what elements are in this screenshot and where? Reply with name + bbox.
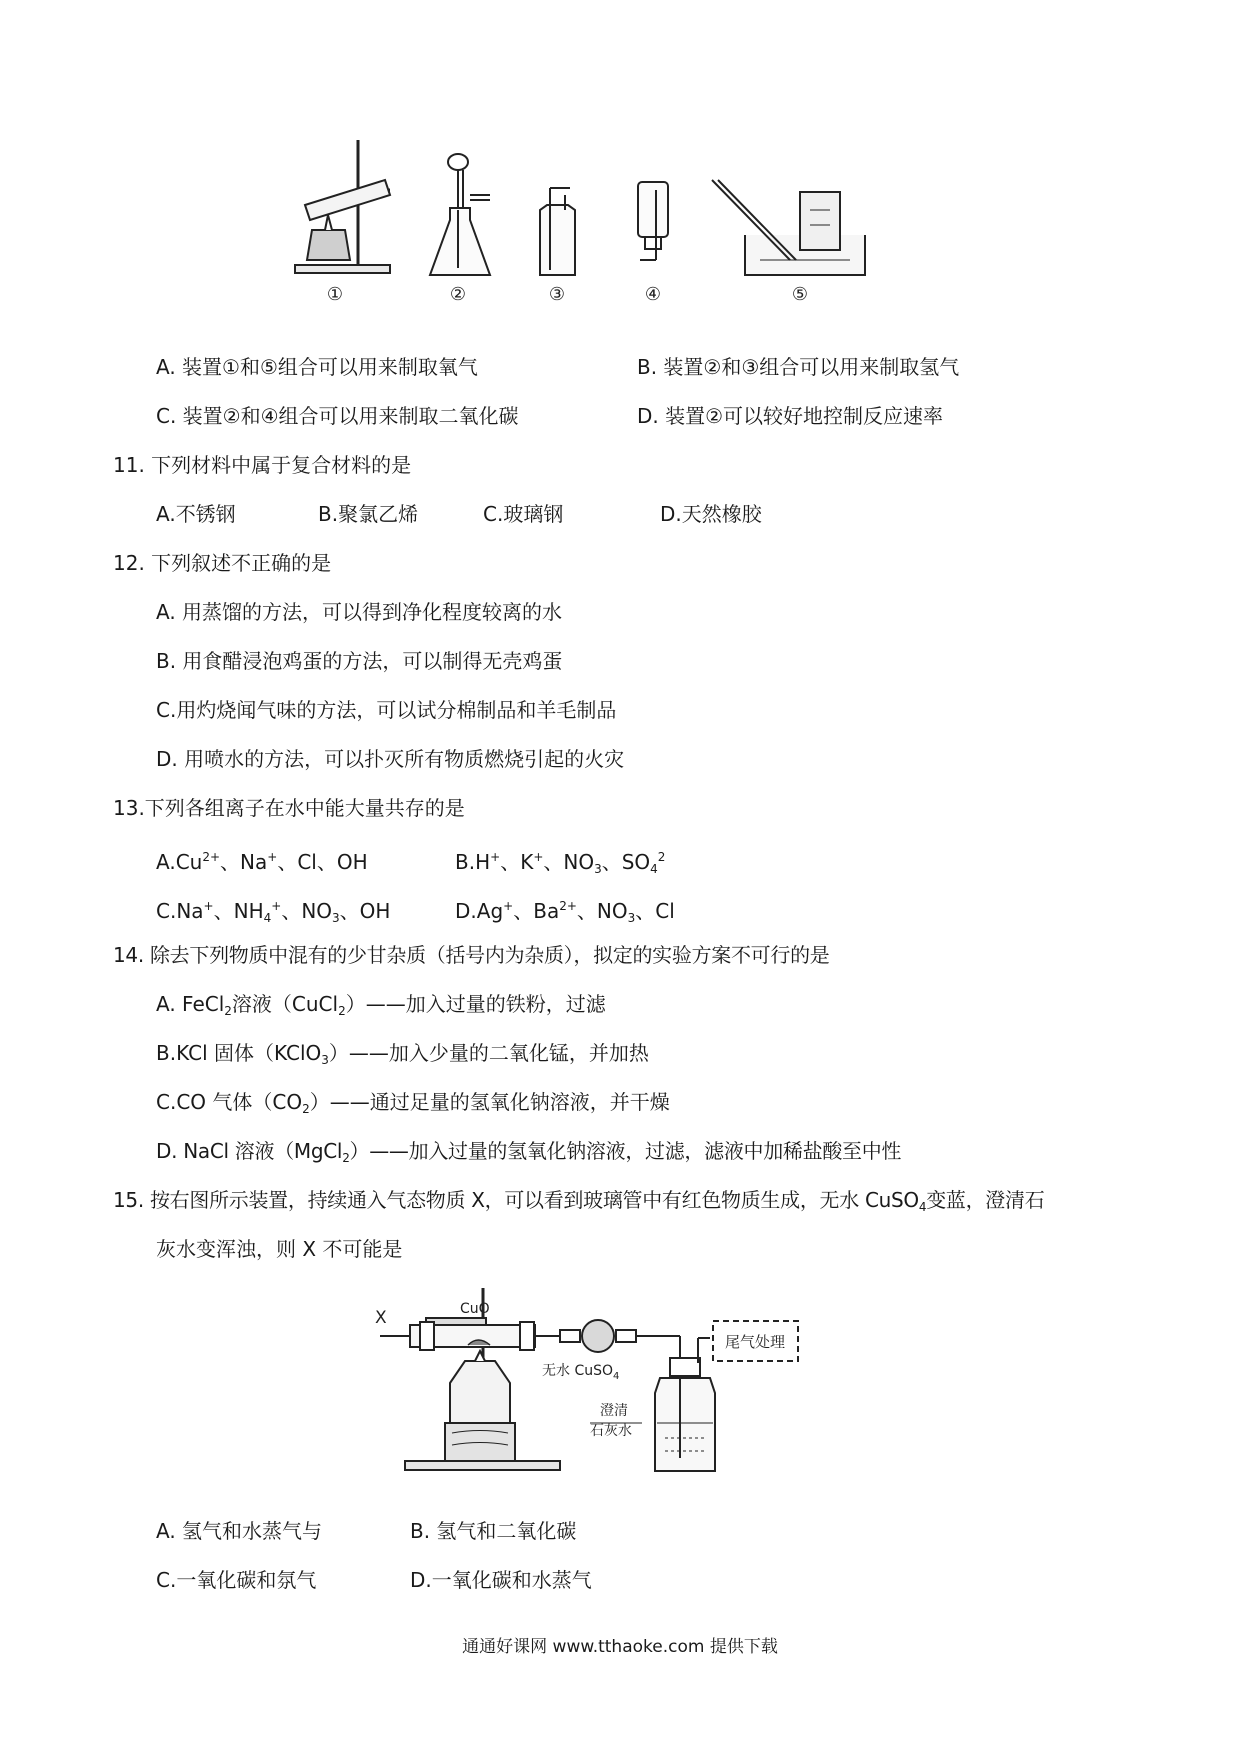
q14-a-mid: 溶液（CuCl	[231, 992, 339, 1016]
q13-d-label: D.	[455, 899, 477, 923]
q13-stem: 13.下列各组离子在水中能大量共存的是	[113, 796, 465, 820]
q15-option-c: C.一氧化碳和氛气	[156, 1568, 317, 1592]
apparatus-figure-2	[375, 1283, 910, 1499]
q13-b-ion-2: K	[520, 850, 534, 874]
apparatus-label-3: ③	[548, 284, 566, 305]
q14-a-pre: A. FeCl	[156, 992, 225, 1016]
q13-d-ion-3: NO	[596, 899, 628, 923]
limewater-bottle	[655, 1338, 715, 1471]
q13-b-ion-3: NO	[563, 850, 595, 874]
q13-option-b: B.H+、K+、$NO_3$、$SO_4^2$	[455, 850, 666, 876]
apparatus-diagram	[320, 150, 980, 345]
q13-c-ion-2: NH	[233, 899, 264, 923]
q14-c-pre: C.CO 气体（CO	[156, 1090, 303, 1114]
q13-c-label: C.	[156, 899, 177, 923]
q13-b-sub-3: 3	[594, 862, 602, 876]
q13-c-charge-2: +	[271, 899, 282, 913]
q13-option-a: $A.Cu^{2+}$、Na+、Cl、OH	[156, 850, 368, 874]
q14-option-c	[156, 1089, 670, 1122]
apparatus-label-5: ⑤	[791, 284, 809, 305]
q13-b-sub-4: 4	[650, 862, 658, 876]
q14-d-sub-1: 2	[342, 1151, 350, 1165]
q13-b-label: B.	[455, 850, 476, 874]
q13-b-charge-1: +	[490, 850, 501, 864]
alcohol-lamp	[445, 1351, 515, 1461]
q14-c-sub-1: 2	[302, 1102, 310, 1116]
q14-a-sub-2: 2	[338, 1004, 346, 1018]
q12-option-d: D. 用喷水的方法，可以扑灭所有物质燃烧引起的火灾	[156, 747, 625, 771]
q13-d-charge-1: +	[503, 899, 514, 913]
q14-c-post: ）——通过足量的氢氧化钠溶液，并干燥	[309, 1090, 670, 1114]
q13-a-label: A.	[156, 850, 176, 874]
q13-d-charge-2: 2+	[559, 899, 577, 913]
q10-option-a: A. 装置①和⑤组合可以用来制取氧气	[156, 355, 478, 379]
page-footer: 通通好课网 www.tthaoke.com 提供下载	[462, 1637, 778, 1657]
q12-option-c: C.用灼烧闻气味的方法，可以试分棉制品和羊毛制品	[156, 698, 617, 722]
q13-option-d: D.Ag+、$Ba^{2+}$、$NO_3$、Cl	[455, 899, 675, 925]
q11-option-c: C.玻璃钢	[483, 502, 564, 526]
q13-a-charge-1: 2+	[202, 850, 221, 864]
drying-bulb	[560, 1320, 680, 1358]
q14-option-d	[156, 1138, 901, 1171]
q15-option-a: A. 氢气和水蒸气与	[156, 1519, 323, 1543]
glass-tube	[380, 1322, 560, 1350]
q11-stem: 11. 下列材料中属于复合材料的是	[113, 453, 412, 477]
q13-a-ion-3: Cl	[297, 850, 317, 874]
q11-option-b: B.聚氯乙烯	[318, 502, 419, 526]
q15-option-b: B. 氢气和二氧化碳	[410, 1519, 577, 1543]
q14-option-b	[156, 1040, 649, 1073]
q13-a-ion-4: OH	[336, 850, 368, 874]
q14-b-sub-1: 3	[321, 1053, 329, 1067]
apparatus-figure-1	[320, 150, 980, 345]
q13-b-ion-4: SO	[621, 850, 651, 874]
apparatus-4-inverted-bottle	[638, 182, 668, 260]
q12-option-a: A. 用蒸馏的方法，可以得到净化程度较离的水	[156, 600, 563, 624]
q13-c-ion-1: Na	[176, 899, 204, 923]
q14-b-pre: B.KCl 固体（KClO	[156, 1041, 322, 1065]
q14-stem: 14. 除去下列物质中混有的少甘杂质（括号内为杂质），拟定的实验方案不可行的是	[113, 943, 830, 967]
q14-d-pre: D. NaCl 溶液（MgCl	[156, 1139, 343, 1163]
q14-b-post: ）——加入少量的二氧化锰，并加热	[328, 1041, 649, 1065]
q13-c-ion-3: NO	[301, 899, 333, 923]
q13-b-charge-4: 2	[657, 850, 666, 864]
q13-c-sub-3: 3	[332, 911, 340, 925]
q13-option-c: C.Na+、$NH_4^+$、$NO_3$、OH	[156, 899, 391, 925]
q13-a-ion-2: Na	[240, 850, 268, 874]
q14-d-post: ）——加入过量的氢氧化钠溶液，过滤，滤液中加稀盐酸至中性	[349, 1139, 902, 1163]
q10-option-d: D. 装置②可以较好地控制反应速率	[637, 404, 944, 428]
q11-option-d: D.天然橡胶	[660, 502, 762, 526]
q15-stem-sub: 4	[918, 1200, 927, 1214]
q11-option-a: A.不锈钢	[156, 502, 236, 526]
tail-gas-label: 尾气处理	[725, 1333, 786, 1351]
gas-x-label: X	[375, 1308, 387, 1328]
q13-c-sub-2: 4	[263, 911, 272, 925]
q15-stem-pre: 15. 按右图所示装置，持续通入气态物质 X，可以看到玻璃管中有红色物质生成，无水 CuSO	[113, 1188, 919, 1212]
q13-c-ion-4: OH	[359, 899, 391, 923]
q14-a-post: ）——加入过量的铁粉，过滤	[345, 992, 606, 1016]
cuso4-label	[542, 1362, 619, 1382]
q15-stem-post: 变蓝，澄清石	[926, 1188, 1045, 1212]
apparatus-1-heating-stand	[295, 140, 390, 273]
cuo-label: CuO	[460, 1301, 490, 1317]
q15-stem-line-2: 灰水变浑浊，则 X 不可能是	[156, 1237, 403, 1261]
q13-d-sub-3: 3	[627, 911, 636, 925]
q10-option-c: C. 装置②和④组合可以用来制取二氧化碳	[156, 404, 519, 428]
apparatus-3-gas-bottle	[540, 188, 575, 275]
limewater-label-2: 石灰水	[590, 1423, 632, 1439]
q13-b-charge-2: +	[533, 850, 544, 864]
reduction-apparatus-diagram	[375, 1283, 910, 1499]
q13-d-ion-4: Cl	[655, 899, 675, 923]
cuso4-label-sub: 4	[613, 1371, 620, 1382]
apparatus-2-conical-flask	[430, 154, 490, 275]
apparatus-label-2: ②	[449, 284, 467, 305]
q13-c-charge-1: +	[203, 899, 214, 913]
q13-a-charge-2: +	[267, 850, 278, 864]
limewater-label-1: 澄清	[600, 1403, 628, 1419]
q10-option-b: B. 装置②和③组合可以用来制取氢气	[637, 355, 960, 379]
apparatus-label-4: ④	[644, 284, 662, 305]
apparatus-5-water-trough	[712, 180, 865, 275]
q14-option-a	[156, 991, 606, 1024]
q15-stem-line-1	[113, 1187, 1044, 1220]
q14-a-sub-1: 2	[224, 1004, 232, 1018]
q12-stem: 12. 下列叙述不正确的是	[113, 551, 332, 575]
q13-d-ion-1: Ag	[476, 899, 504, 923]
q13-b-ion-1: H	[475, 850, 491, 874]
q13-a-ion-1: Cu	[175, 850, 203, 874]
q13-d-ion-2: Ba	[533, 899, 560, 923]
apparatus-label-1: ①	[326, 284, 344, 305]
q12-option-b: B. 用食醋浸泡鸡蛋的方法，可以制得无壳鸡蛋	[156, 649, 563, 673]
cuso4-label-text: 无水 CuSO	[542, 1363, 614, 1379]
q15-option-d: D.一氧化碳和水蒸气	[410, 1568, 592, 1592]
